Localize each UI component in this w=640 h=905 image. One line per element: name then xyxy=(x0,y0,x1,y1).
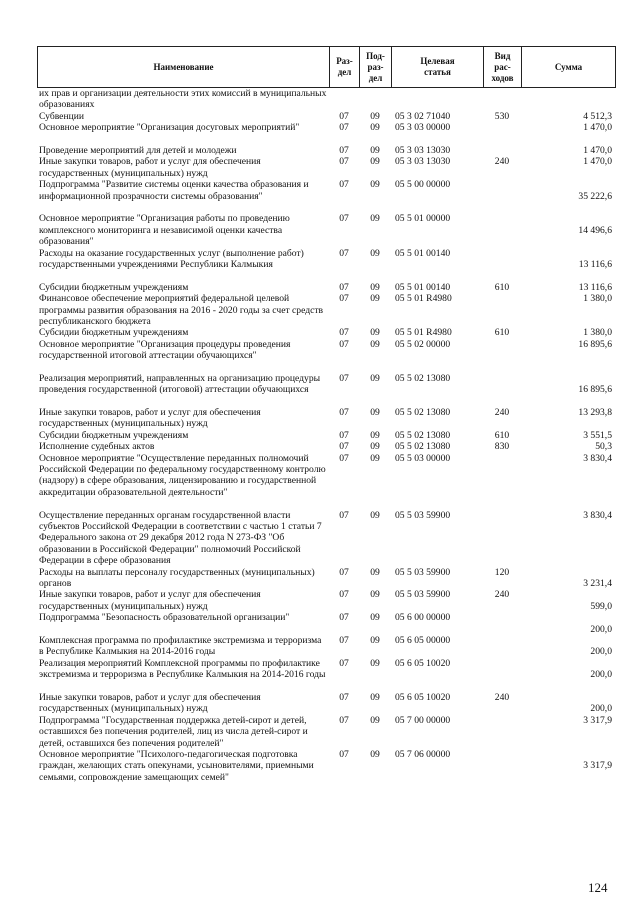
row-amount: 1 470,0 xyxy=(583,144,612,156)
row-name: Иные закупки товаров, работ и услуг для обеспечения государственных (муниципальных) нужд xyxy=(39,407,261,430)
row-target-article: 05 5 03 00000 xyxy=(395,452,451,464)
row-name: Иные закупки товаров, работ и услуг для обеспечения государственных (муниципальных) нужд xyxy=(39,692,261,715)
row-expense-type xyxy=(483,145,521,156)
row-subsection: 09 xyxy=(370,247,380,259)
row-amount: 3 231,4 xyxy=(583,578,612,590)
row-amount: 16 895,6 xyxy=(578,338,612,350)
row-expense-type: 240 xyxy=(494,589,510,601)
table-row xyxy=(37,145,615,156)
row-expense-type xyxy=(483,453,521,510)
table-row xyxy=(37,248,615,282)
row-section: 07 xyxy=(339,179,349,191)
row-subsection: 09 xyxy=(370,749,380,761)
row-expense-type xyxy=(483,179,521,213)
row-section: 07 xyxy=(339,635,349,647)
table-row xyxy=(37,510,615,567)
row-name: Основное мероприятие "Организация досуговых мероприятий" xyxy=(39,122,300,134)
row-expense-type: 120 xyxy=(494,566,510,578)
row-amount: 599,0 xyxy=(590,600,612,612)
row-subsection: 09 xyxy=(370,293,380,305)
row-subsection: 09 xyxy=(370,144,380,156)
table-row xyxy=(37,179,615,213)
row-section: 07 xyxy=(339,372,349,384)
row-target-article: 05 6 00 00000 xyxy=(395,612,451,624)
table-row xyxy=(37,441,615,452)
row-section: 07 xyxy=(339,509,349,521)
table-row xyxy=(37,373,615,407)
row-section: 07 xyxy=(339,281,349,293)
row-amount: 4 512,3 xyxy=(583,110,612,122)
row-target-article: 05 5 02 00000 xyxy=(395,338,451,350)
row-expense-type xyxy=(483,122,521,145)
row-expense-type xyxy=(483,715,521,749)
table-row xyxy=(37,293,615,327)
row-name: Расходы на оказание государственных услуг (выполнение работ) государственными учреждениями Республики Калмыкия xyxy=(39,247,304,270)
row-target-article: 05 6 05 00000 xyxy=(395,635,451,647)
table-row xyxy=(37,327,615,338)
row-expense-type xyxy=(483,339,521,373)
row-subsection: 09 xyxy=(370,509,380,521)
row-target-article: 05 5 03 59900 xyxy=(395,509,451,521)
row-name: Субсидии бюджетным учреждениям xyxy=(39,327,189,339)
row-subsection: 09 xyxy=(370,156,380,168)
row-amount: 3 830,4 xyxy=(583,452,612,464)
row-name: Реализация мероприятий Комплексной программы по профилактике экстремизма и терроризма в Республике Калмыкия на 2014-2016 годы xyxy=(39,657,326,681)
row-target-article: 05 5 02 13080 xyxy=(395,372,451,384)
row-target-article: 05 5 03 59900 xyxy=(395,589,451,601)
table-body xyxy=(37,88,615,795)
table-row xyxy=(37,88,615,111)
row-name: Подпрограмма "Развитие системы оценки качества образования и информационной прозрачности системы образования" xyxy=(39,179,309,202)
row-name: их прав и организации деятельности этих комиссий в муниципальных образованиях xyxy=(39,88,327,111)
row-expense-type: 830 xyxy=(494,441,510,453)
row-amount: 200,0 xyxy=(590,623,612,635)
row-name: Реализация мероприятий, направленных на организацию процедуры проведения государственной (итоговой) аттестации обучающихся xyxy=(39,372,321,396)
table-header xyxy=(37,46,616,88)
row-subsection: 09 xyxy=(370,281,380,293)
row-expense-type: 240 xyxy=(494,407,510,419)
row-name: Субсидии бюджетным учреждениям xyxy=(39,429,189,441)
row-section: 07 xyxy=(339,441,349,453)
row-amount: 13 116,6 xyxy=(578,258,612,270)
row-amount: 200,0 xyxy=(590,703,612,715)
table-row xyxy=(37,213,615,247)
row-subsection: 09 xyxy=(370,213,380,225)
row-amount: 3 317,9 xyxy=(583,714,612,726)
row-expense-type xyxy=(483,510,521,567)
row-amount: 3 830,4 xyxy=(583,509,612,521)
row-amount: 200,0 xyxy=(590,646,612,658)
table-row xyxy=(37,658,615,692)
row-section: 07 xyxy=(339,407,349,419)
table-row xyxy=(37,612,615,635)
row-name: Субвенции xyxy=(39,110,84,122)
row-subsection: 09 xyxy=(370,714,380,726)
row-target-article xyxy=(391,88,483,111)
row-subsection: 09 xyxy=(370,566,380,578)
row-section: 07 xyxy=(339,566,349,578)
row-subsection: 09 xyxy=(370,122,380,134)
row-target-article: 05 6 05 10020 xyxy=(395,692,451,704)
row-section: 07 xyxy=(339,749,349,761)
table-row xyxy=(37,589,615,612)
row-expense-type: 610 xyxy=(494,327,510,339)
row-target-article: 05 3 03 13030 xyxy=(395,156,451,168)
row-expense-type xyxy=(483,88,521,111)
row-subsection: 09 xyxy=(370,657,380,669)
table-row xyxy=(37,692,615,715)
row-section: 07 xyxy=(339,156,349,168)
row-subsection xyxy=(359,88,391,111)
table-row xyxy=(37,430,615,441)
row-amount: 14 496,6 xyxy=(578,224,612,236)
row-amount: 1 380,0 xyxy=(583,327,612,339)
header-expense-type: Вид рас- ходов xyxy=(484,47,522,88)
table-row xyxy=(37,282,615,293)
table-row xyxy=(37,635,615,658)
row-amount: 16 895,6 xyxy=(578,384,612,396)
header-section: Раз- дел xyxy=(330,47,360,88)
row-section xyxy=(329,88,359,111)
row-subsection: 09 xyxy=(370,589,380,601)
row-target-article: 05 7 00 00000 xyxy=(395,714,451,726)
row-section: 07 xyxy=(339,338,349,350)
row-name: Основное мероприятие "Психолого-педагогическая подготовка граждан, желающих стать опекунами, усыновителями, приемными семьями, сопровождение замещающих семей" xyxy=(39,749,314,783)
row-expense-type xyxy=(483,658,521,692)
row-section: 07 xyxy=(339,612,349,624)
row-name: Комплексная программа по профилактике экстремизма и терроризма в Республике Калмыкия на 2014-2016 годы xyxy=(39,635,322,658)
row-subsection: 09 xyxy=(370,407,380,419)
row-section: 07 xyxy=(339,327,349,339)
row-subsection: 09 xyxy=(370,441,380,453)
row-amount: 50,3 xyxy=(595,441,612,453)
table-row xyxy=(37,111,615,122)
row-name: Подпрограмма "Безопасность образовательной организации" xyxy=(39,612,290,624)
row-expense-type xyxy=(483,293,521,327)
row-name: Проведение мероприятий для детей и молодежи xyxy=(39,144,237,156)
row-target-article: 05 3 02 71040 xyxy=(395,110,451,122)
table-row xyxy=(37,749,615,795)
row-subsection: 09 xyxy=(370,429,380,441)
row-name: Основное мероприятие "Организация работы по проведению комплексного мониторинга и независимой оценки качества образования" xyxy=(39,213,290,248)
row-subsection: 09 xyxy=(370,612,380,624)
row-amount: 200,0 xyxy=(590,669,612,681)
table-row xyxy=(37,156,615,179)
header-name: Наименование xyxy=(38,47,330,88)
row-section: 07 xyxy=(339,213,349,225)
row-name: Финансовое обеспечение мероприятий федеральной целевой программы развития образования на 2016 - 2020 годы за счет средств республиканского бюджета xyxy=(39,293,324,327)
row-target-article: 05 5 02 13080 xyxy=(395,429,451,441)
row-section: 07 xyxy=(339,452,349,464)
row-amount xyxy=(521,88,615,111)
page-number: 124 xyxy=(588,880,608,895)
row-name: Исполнение судебных актов xyxy=(39,441,155,453)
header-amount: Сумма xyxy=(522,47,616,88)
row-amount: 1 380,0 xyxy=(583,293,612,305)
row-name: Подпрограмма "Государственная поддержка детей-сирот и детей, оставшихся без попечения родителей, лиц из числа детей-сирот и детей, оставшихся без попечения родителей" xyxy=(39,714,308,749)
row-expense-type xyxy=(483,749,521,795)
row-amount: 3 551,5 xyxy=(583,429,612,441)
row-target-article: 05 5 01 00140 xyxy=(395,281,451,293)
row-expense-type: 610 xyxy=(494,429,510,441)
row-section: 07 xyxy=(339,144,349,156)
row-target-article: 05 6 05 10020 xyxy=(395,657,451,669)
row-section: 07 xyxy=(339,692,349,704)
row-subsection: 09 xyxy=(370,179,380,191)
row-target-article: 05 3 03 13030 xyxy=(395,144,451,156)
row-section: 07 xyxy=(339,122,349,134)
row-section: 07 xyxy=(339,293,349,305)
row-expense-type: 610 xyxy=(494,281,510,293)
row-amount: 13 116,6 xyxy=(578,281,612,293)
row-section: 07 xyxy=(339,247,349,259)
row-target-article: 05 5 01 R4980 xyxy=(395,293,452,305)
table-row xyxy=(37,339,615,373)
row-name: Основное мероприятие "Организация процедуры проведения государственной итоговой аттестации обучающихся" xyxy=(39,338,291,362)
row-target-article: 05 7 06 00000 xyxy=(395,749,451,761)
table-row xyxy=(37,453,615,510)
row-name: Осуществление переданных органам государственной власти субъектов Российской Федерации в соответствии с частью 1 статьи 7 Федерального закона от 29 декабря 2012 года N 273-ФЗ "Об образовании в Российской Федерации" полномочий Российской Федерации в сфере образования xyxy=(39,509,322,567)
row-subsection: 09 xyxy=(370,338,380,350)
row-target-article: 05 5 02 13080 xyxy=(395,441,451,453)
row-expense-type xyxy=(483,248,521,282)
header-target-article: Целевая статья xyxy=(392,47,484,88)
row-target-article: 05 5 02 13080 xyxy=(395,407,451,419)
row-name: Расходы на выплаты персоналу государственных (муниципальных) органов xyxy=(39,566,315,590)
row-expense-type xyxy=(483,373,521,407)
row-target-article: 05 5 01 00000 xyxy=(395,213,451,225)
row-expense-type: 240 xyxy=(494,156,510,168)
row-subsection: 09 xyxy=(370,327,380,339)
row-amount: 1 470,0 xyxy=(583,122,612,134)
row-target-article: 05 3 03 00000 xyxy=(395,122,451,134)
row-amount: 1 470,0 xyxy=(583,156,612,168)
row-subsection: 09 xyxy=(370,452,380,464)
row-section: 07 xyxy=(339,589,349,601)
table-row xyxy=(37,567,615,590)
row-name: Основное мероприятие "Осуществление переданных полномочий Российской Федерации по федеральному государственному контролю (надзору) в сфере образования, лицензированию и государственной аккредитации образовательной деятельности" xyxy=(39,452,326,498)
row-section: 07 xyxy=(339,110,349,122)
row-target-article: 05 5 01 00140 xyxy=(395,247,451,259)
row-subsection: 09 xyxy=(370,635,380,647)
row-subsection: 09 xyxy=(370,372,380,384)
row-expense-type: 530 xyxy=(494,110,510,122)
row-name: Иные закупки товаров, работ и услуг для обеспечения государственных (муниципальных) нужд xyxy=(39,589,261,612)
header-subsection: Под- раз- дел xyxy=(360,47,392,88)
row-section: 07 xyxy=(339,429,349,441)
row-expense-type: 240 xyxy=(494,692,510,704)
row-subsection: 09 xyxy=(370,692,380,704)
row-name: Субсидии бюджетным учреждениям xyxy=(39,281,189,293)
table-row xyxy=(37,715,615,749)
row-section: 07 xyxy=(339,714,349,726)
row-amount: 13 293,8 xyxy=(578,407,612,419)
row-amount: 3 317,9 xyxy=(583,760,612,772)
row-section: 07 xyxy=(339,657,349,669)
row-subsection: 09 xyxy=(370,110,380,122)
row-target-article: 05 5 03 59900 xyxy=(395,566,451,578)
row-amount: 35 222,6 xyxy=(578,190,612,202)
table-row xyxy=(37,122,615,145)
row-target-article: 05 5 01 R4980 xyxy=(395,327,452,339)
table-row xyxy=(37,407,615,430)
row-expense-type xyxy=(483,213,521,247)
row-target-article: 05 5 00 00000 xyxy=(395,179,451,191)
row-expense-type xyxy=(483,635,521,658)
row-expense-type xyxy=(483,612,521,635)
row-name: Иные закупки товаров, работ и услуг для обеспечения государственных (муниципальных) нужд xyxy=(39,156,261,179)
